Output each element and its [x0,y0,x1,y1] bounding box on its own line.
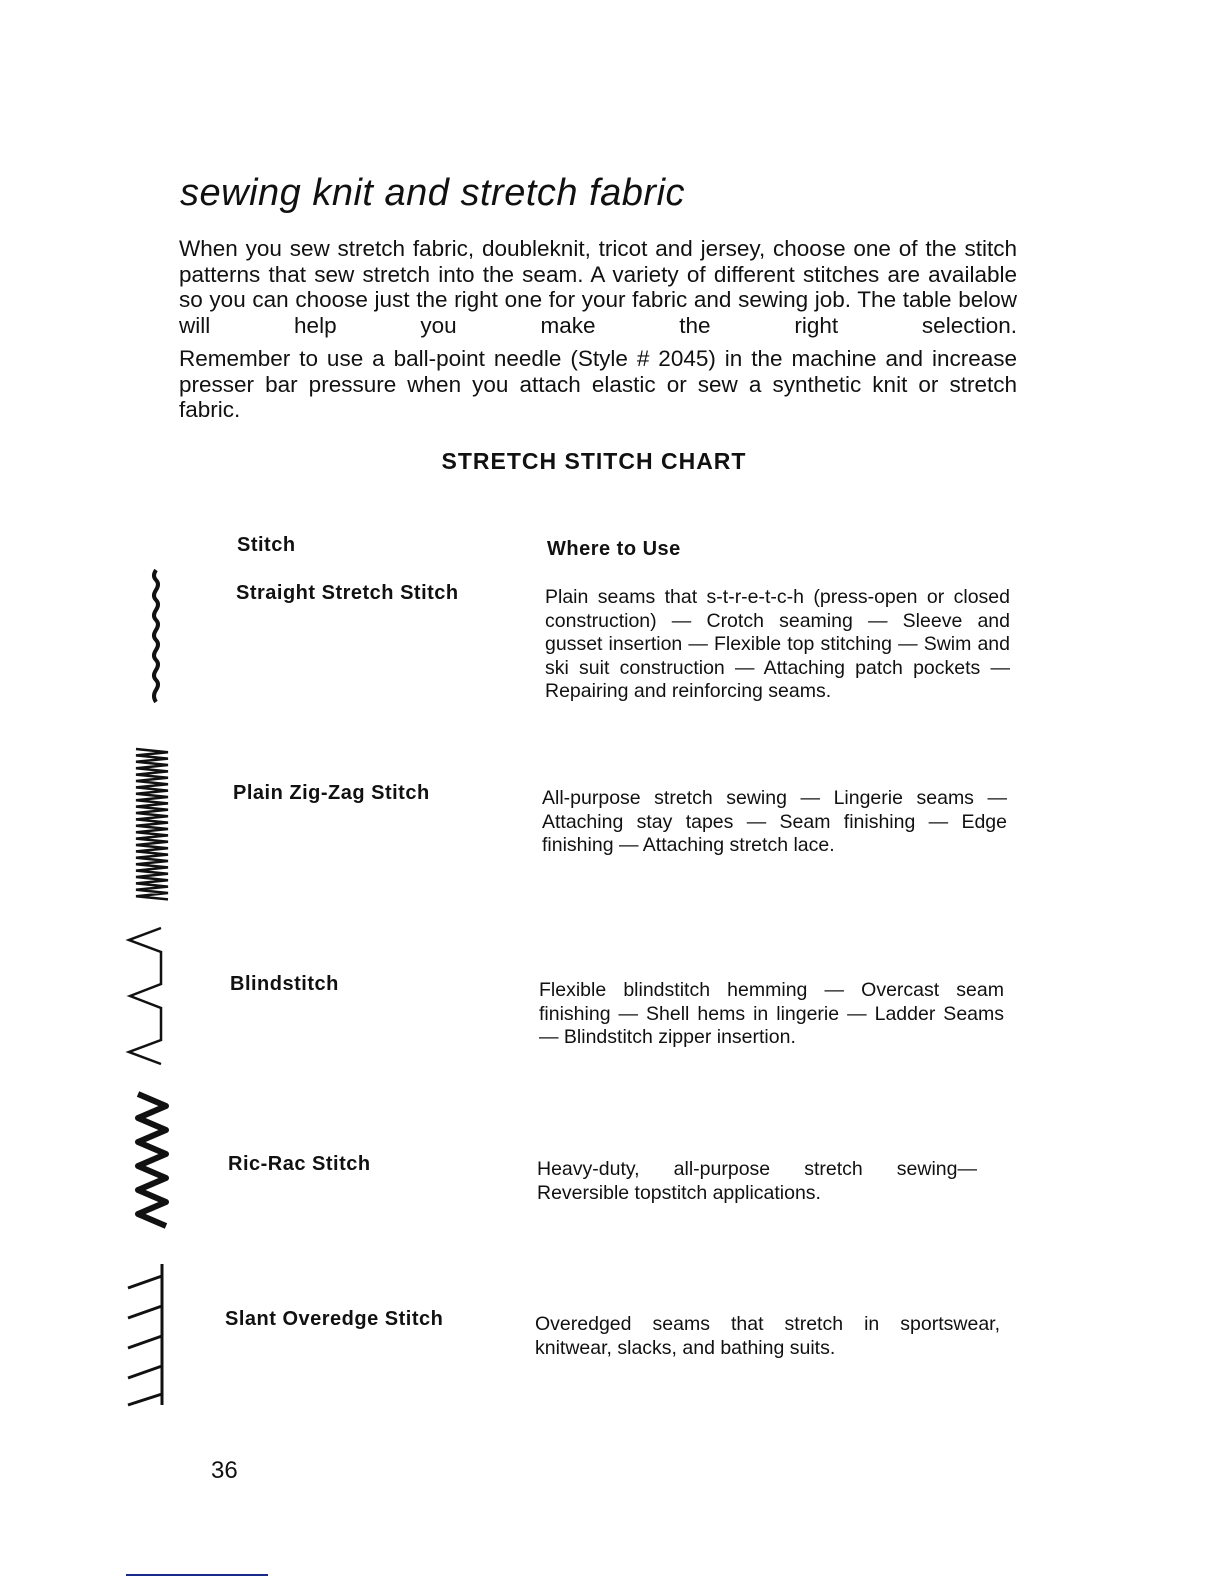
stitch-use: Heavy-duty, all-purpose stretch sewing— Reversible topstitch applications. [537,1158,977,1204]
zigzag-stitch-icon [132,745,172,905]
stitch-name: Straight Stretch Stitch [236,582,459,604]
intro-paragraph-1: When you sew stretch fabric, doubleknit, tricot and jersey, choose one of the stitch patterns that sew stretch into the seam. A variety of different stitches are available so you can choose just the right one for your fabric and sewing job. The table below will help you make the right selection. [179,236,1017,338]
intro-paragraph-2: Remember to use a ball-point needle (Style # 2045) in the machine and increase presser bar pressure when you attach elastic or sew a synthetic knit or stretch fabric. [179,346,1017,422]
column-header-where: Where to Use [547,538,681,560]
column-header-stitch: Stitch [237,534,296,556]
ric-rac-stitch-icon [130,1088,175,1233]
bottom-rule [126,1574,268,1576]
chart-title: STRETCH STITCH CHART [441,448,747,474]
stitch-use: Overedged seams that stretch in sportswear, knitwear, slacks, and bathing suits. [535,1313,1000,1359]
slant-overedge-stitch-icon [122,1262,172,1407]
stitch-use: Plain seams that s-t-r-e-t-c-h (press-open or closed construction) — Crotch seaming — Sleeve and gusset insertion — Flexible top stitching — Swim and ski suit construction — Attaching patch pockets — Repairing and reinforcing seams. [545,586,1010,702]
straight-stretch-stitch-icon [140,568,170,708]
stitch-use: All-purpose stretch sewing — Lingerie seams — Attaching stay tapes — Seam finishing — Edge finishing — Attaching stretch lace. [542,787,1007,856]
stitch-name: Plain Zig-Zag Stitch [233,782,430,804]
stitch-use: Flexible blindstitch hemming — Overcast seam finishing — Shell hems in lingerie — Ladder Seams — Blindstitch zipper insertion. [539,979,1004,1048]
stitch-name: Ric-Rac Stitch [228,1153,371,1175]
page-number: 36 [211,1457,238,1484]
page-title: sewing knit and stretch fabric [180,172,686,214]
stitch-name: Blindstitch [230,973,339,995]
stitch-name: Slant Overedge Stitch [225,1308,444,1330]
blindstitch-icon [125,922,170,1070]
